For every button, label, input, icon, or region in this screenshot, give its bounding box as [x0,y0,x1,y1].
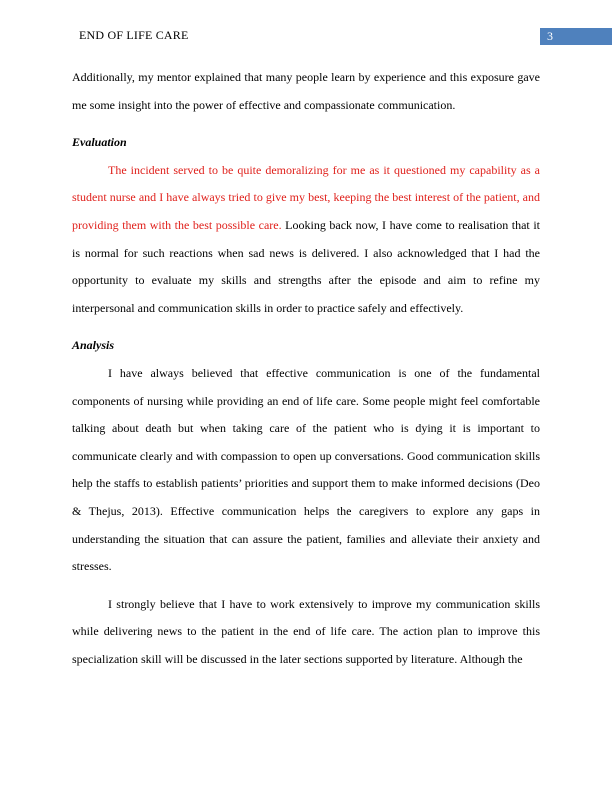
evaluation-heading: Evaluation [72,135,127,150]
analysis-paragraph-1: I have always believed that effective communication is one of the fundamental components of nursing while providing an end of life care. Some people might feel comfortable talking about death but when taking care of the patient who is dying it is important to communicate clearly and with compassion to open up conversations. Good communication skills help the staffs to establish patients’ priorities and support them to make informed decisions (Deo & Thejus, 2013). Effective communication helps the caregivers to explore any gaps in understanding the situation that can assure the patient, families and alleviate their anxiety and stresses. [72,365,540,574]
highlighted-text: The incident served to be quite demoralizing for me as it questioned my capability as a student nurse and I have always tried to give my best, keeping the best interest of the patient, and providing them with the best possible care. [72,162,540,232]
evaluation-paragraph [72,157,540,323]
analysis-heading: Analysis [72,338,115,353]
page-number: 3 [547,29,553,43]
intro-paragraph: Additionally, my mentor explained that many people learn by experience and this exposure gave me some insight into the power of effective and compassionate communication. [72,70,540,112]
analysis-paragraph-2: I strongly believe that I have to work extensively to improve my communication skills while delivering news to the patient in the end of life care. The action plan to improve this specialization skill will be discussed in the later sections supported by literature. Although the [72,596,540,666]
evaluation-text: Looking back now, I have come to realisation that it is normal for such reactions when sad news is delivered. I also acknowledged that I had the opportunity to evaluate my skills and strengths after the episode and aim to refine my interpersonal and communication skills in order to practice safely and effectively. [72,217,540,315]
page-number-bar [540,28,612,45]
document-body [72,64,540,673]
running-head: END OF LIFE CARE [79,28,189,42]
